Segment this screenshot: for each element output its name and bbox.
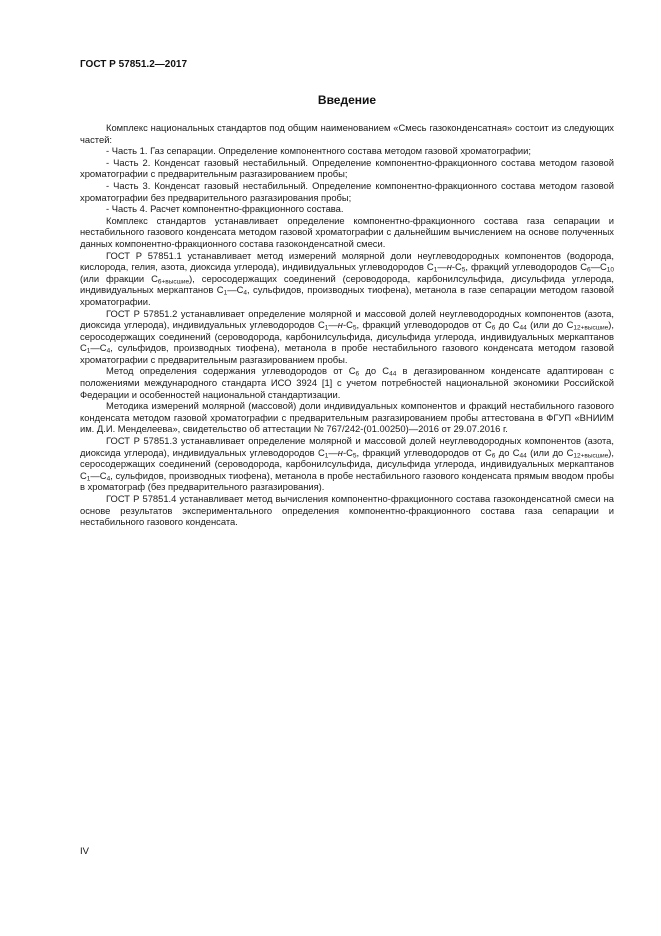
subscript: 4: [243, 289, 247, 297]
text-run: - Часть 2. Конденсат газовый нестабильный. Определение компонентно-фракционного состава методом газовой хроматографии с предварительным разгазированием пробы;: [80, 156, 614, 180]
subscript: 6: [491, 324, 496, 332]
text-run: —С: [90, 469, 107, 481]
text-run: , фракций углеводородов от С: [356, 319, 492, 331]
text-run: до С: [495, 319, 520, 331]
text-run: —: [437, 261, 447, 273]
subscript: 1: [324, 452, 329, 460]
text-run: Методика измерений молярной (массовой) доли индивидуальных компонентов и фракций нестабильного газового конденсата методом газовой хроматографии с предварительным разгазированием пробы аттестована в ФГУП «ВНИИМ им. Д.И. Менделеева», свидетельство об аттестации № 767/242-(01.00250)—2016 от 29.07.2016 г.: [80, 400, 614, 435]
subscript: 1: [324, 324, 329, 332]
text-run: —С: [227, 284, 244, 296]
subscript: 1: [223, 289, 228, 297]
text-run: в дегазированном конденсате адаптирован с положениями международного стандарта ИСО 3924 [1] с учетом потребностей национальной экономики Российской Федерации и особенностей национальной стандартизации.: [80, 365, 614, 400]
text-run: -С: [451, 261, 462, 273]
text-run: -С: [342, 319, 353, 331]
text-run: -С: [342, 446, 353, 458]
text-run: , фракций углеводородов С: [465, 261, 587, 273]
paragraph-p10: [80, 400, 614, 435]
text-run: (или до С: [526, 319, 574, 331]
text-run: , фракций углеводородов от С: [356, 446, 492, 458]
subscript: 5: [352, 324, 357, 332]
page-number: IV: [80, 846, 89, 857]
document-body: [80, 122, 614, 528]
text-run: ), серосодержащих соединений (сероводорода, карбонилсульфида, дисульфида углерода, индивидуальных меркаптанов С: [80, 446, 614, 481]
section-title: Введение: [317, 93, 377, 107]
paragraph-p4: [80, 180, 614, 203]
italic-text: н: [337, 446, 343, 458]
paragraph-p8: [80, 308, 614, 366]
subscript: 4: [106, 475, 111, 483]
text-run: - Часть 3. Конденсат газовый нестабильный. Определение компонентно-фракционного состава методом газовой хроматографии без предварительного разгазирования пробы;: [80, 179, 614, 203]
subscript: 44: [389, 370, 397, 378]
paragraph-p5: [80, 203, 614, 215]
text-run: Комплекс стандартов устанавливает определение компонентно-фракционного состава газа сепарации и нестабильного газового конденсата методом газовой хроматографии с дальнейшим вычислением на основе полученных данных компонентно-фракционного состава газоконденсатной смеси.: [80, 214, 614, 249]
paragraph-p9: [80, 365, 614, 400]
italic-text: н: [337, 319, 343, 331]
text-run: ГОСТ Р 57851.3 устанавливает определение молярной и массовой долей неуглеводородных компонентов (азота, диоксида углерода), индивидуальных углеводородов С: [80, 435, 614, 458]
subscript: 6: [491, 452, 496, 460]
text-run: —С: [90, 342, 107, 354]
subscript: 1: [433, 266, 438, 274]
paragraph-p6: [80, 215, 614, 250]
subscript: 6+высшие: [157, 278, 190, 286]
subscript: 1: [86, 347, 91, 355]
paragraph-p3: [80, 157, 614, 180]
paragraph-p11: [80, 435, 614, 493]
subscript: 12+высшие: [573, 324, 609, 332]
paragraph-p7: [80, 250, 614, 308]
document-header: ГОСТ Р 57851.2—2017: [80, 59, 188, 70]
subscript: 5: [461, 266, 466, 274]
subscript: 6: [586, 266, 591, 274]
paragraph-p12: [80, 493, 614, 528]
text-run: —: [328, 446, 338, 458]
text-run: до С: [495, 446, 520, 458]
text-run: ), серосодержащих соединений (сероводорода, карбонилсульфида, дисульфида углерода, индивидуальных меркаптанов С: [80, 272, 614, 296]
italic-text: н: [446, 261, 452, 273]
text-run: ГОСТ Р 57851.1 устанавливает метод измерений молярной доли неуглеводородных компонентов (водорода, кислорода, гелия, азота, диоксида углерода), индивидуальных углеводородов С: [80, 249, 614, 273]
subscript: 10: [606, 266, 614, 274]
text-run: Метод определения содержания углеводородов от С: [106, 365, 356, 377]
text-run: ), серосодержащих соединений (сероводорода, карбонилсульфида, дисульфида углерода, индивидуальных меркаптанов С: [80, 319, 614, 354]
text-run: Комплекс национальных стандартов под общим наименованием «Смесь газоконденсатная» состоит из следующих частей:: [80, 122, 614, 145]
paragraph-p2: [80, 145, 614, 157]
text-run: - Часть 4. Расчет компонентно-фракционного состава.: [106, 203, 344, 215]
subscript: 4: [106, 347, 111, 355]
text-run: —С: [590, 261, 607, 273]
subscript: 12+высшие: [573, 452, 609, 460]
subscript: 44: [519, 452, 527, 460]
text-run: ГОСТ Р 57851.4 устанавливает метод вычисления компонентно-фракционного состава газоконденсатной смеси на основе результатов экспериментального определения компонентно-фракционного состава газа сепарации и нестабильного газового конденсата.: [80, 493, 614, 528]
text-run: ГОСТ Р 57851.2 устанавливает определение молярной и массовой долей неуглеводородных компонентов (азота, диоксида углерода), индивидуальных углеводородов С: [80, 307, 614, 331]
text-run: (или до С: [526, 446, 574, 458]
text-run: , сульфидов, производных тиофена), метанола в пробе нестабильного газового конденсата прямым вводом пробы в хроматограф (без предварительного разгазирования).: [80, 469, 614, 493]
subscript: 44: [519, 324, 527, 332]
text-run: (или фракции С: [80, 272, 158, 284]
subscript: 6: [355, 370, 360, 378]
text-run: —: [328, 319, 338, 331]
text-run: , сульфидов, производных тиофена), метанола в пробе нестабильного газового конденсата методом газовой хроматографии с предварительным разгазированием пробы.: [80, 342, 614, 365]
text-run: - Часть 1. Газ сепарации. Определение компонентного состава методом газовой хроматографии;: [106, 145, 531, 157]
subscript: 5: [352, 452, 357, 460]
text-run: , сульфидов, производных тиофена), метанола в газе сепарации методом газовой хроматографии.: [80, 284, 615, 307]
text-run: до С: [359, 365, 390, 377]
subscript: 1: [86, 475, 91, 483]
paragraph-p1: [80, 122, 614, 145]
